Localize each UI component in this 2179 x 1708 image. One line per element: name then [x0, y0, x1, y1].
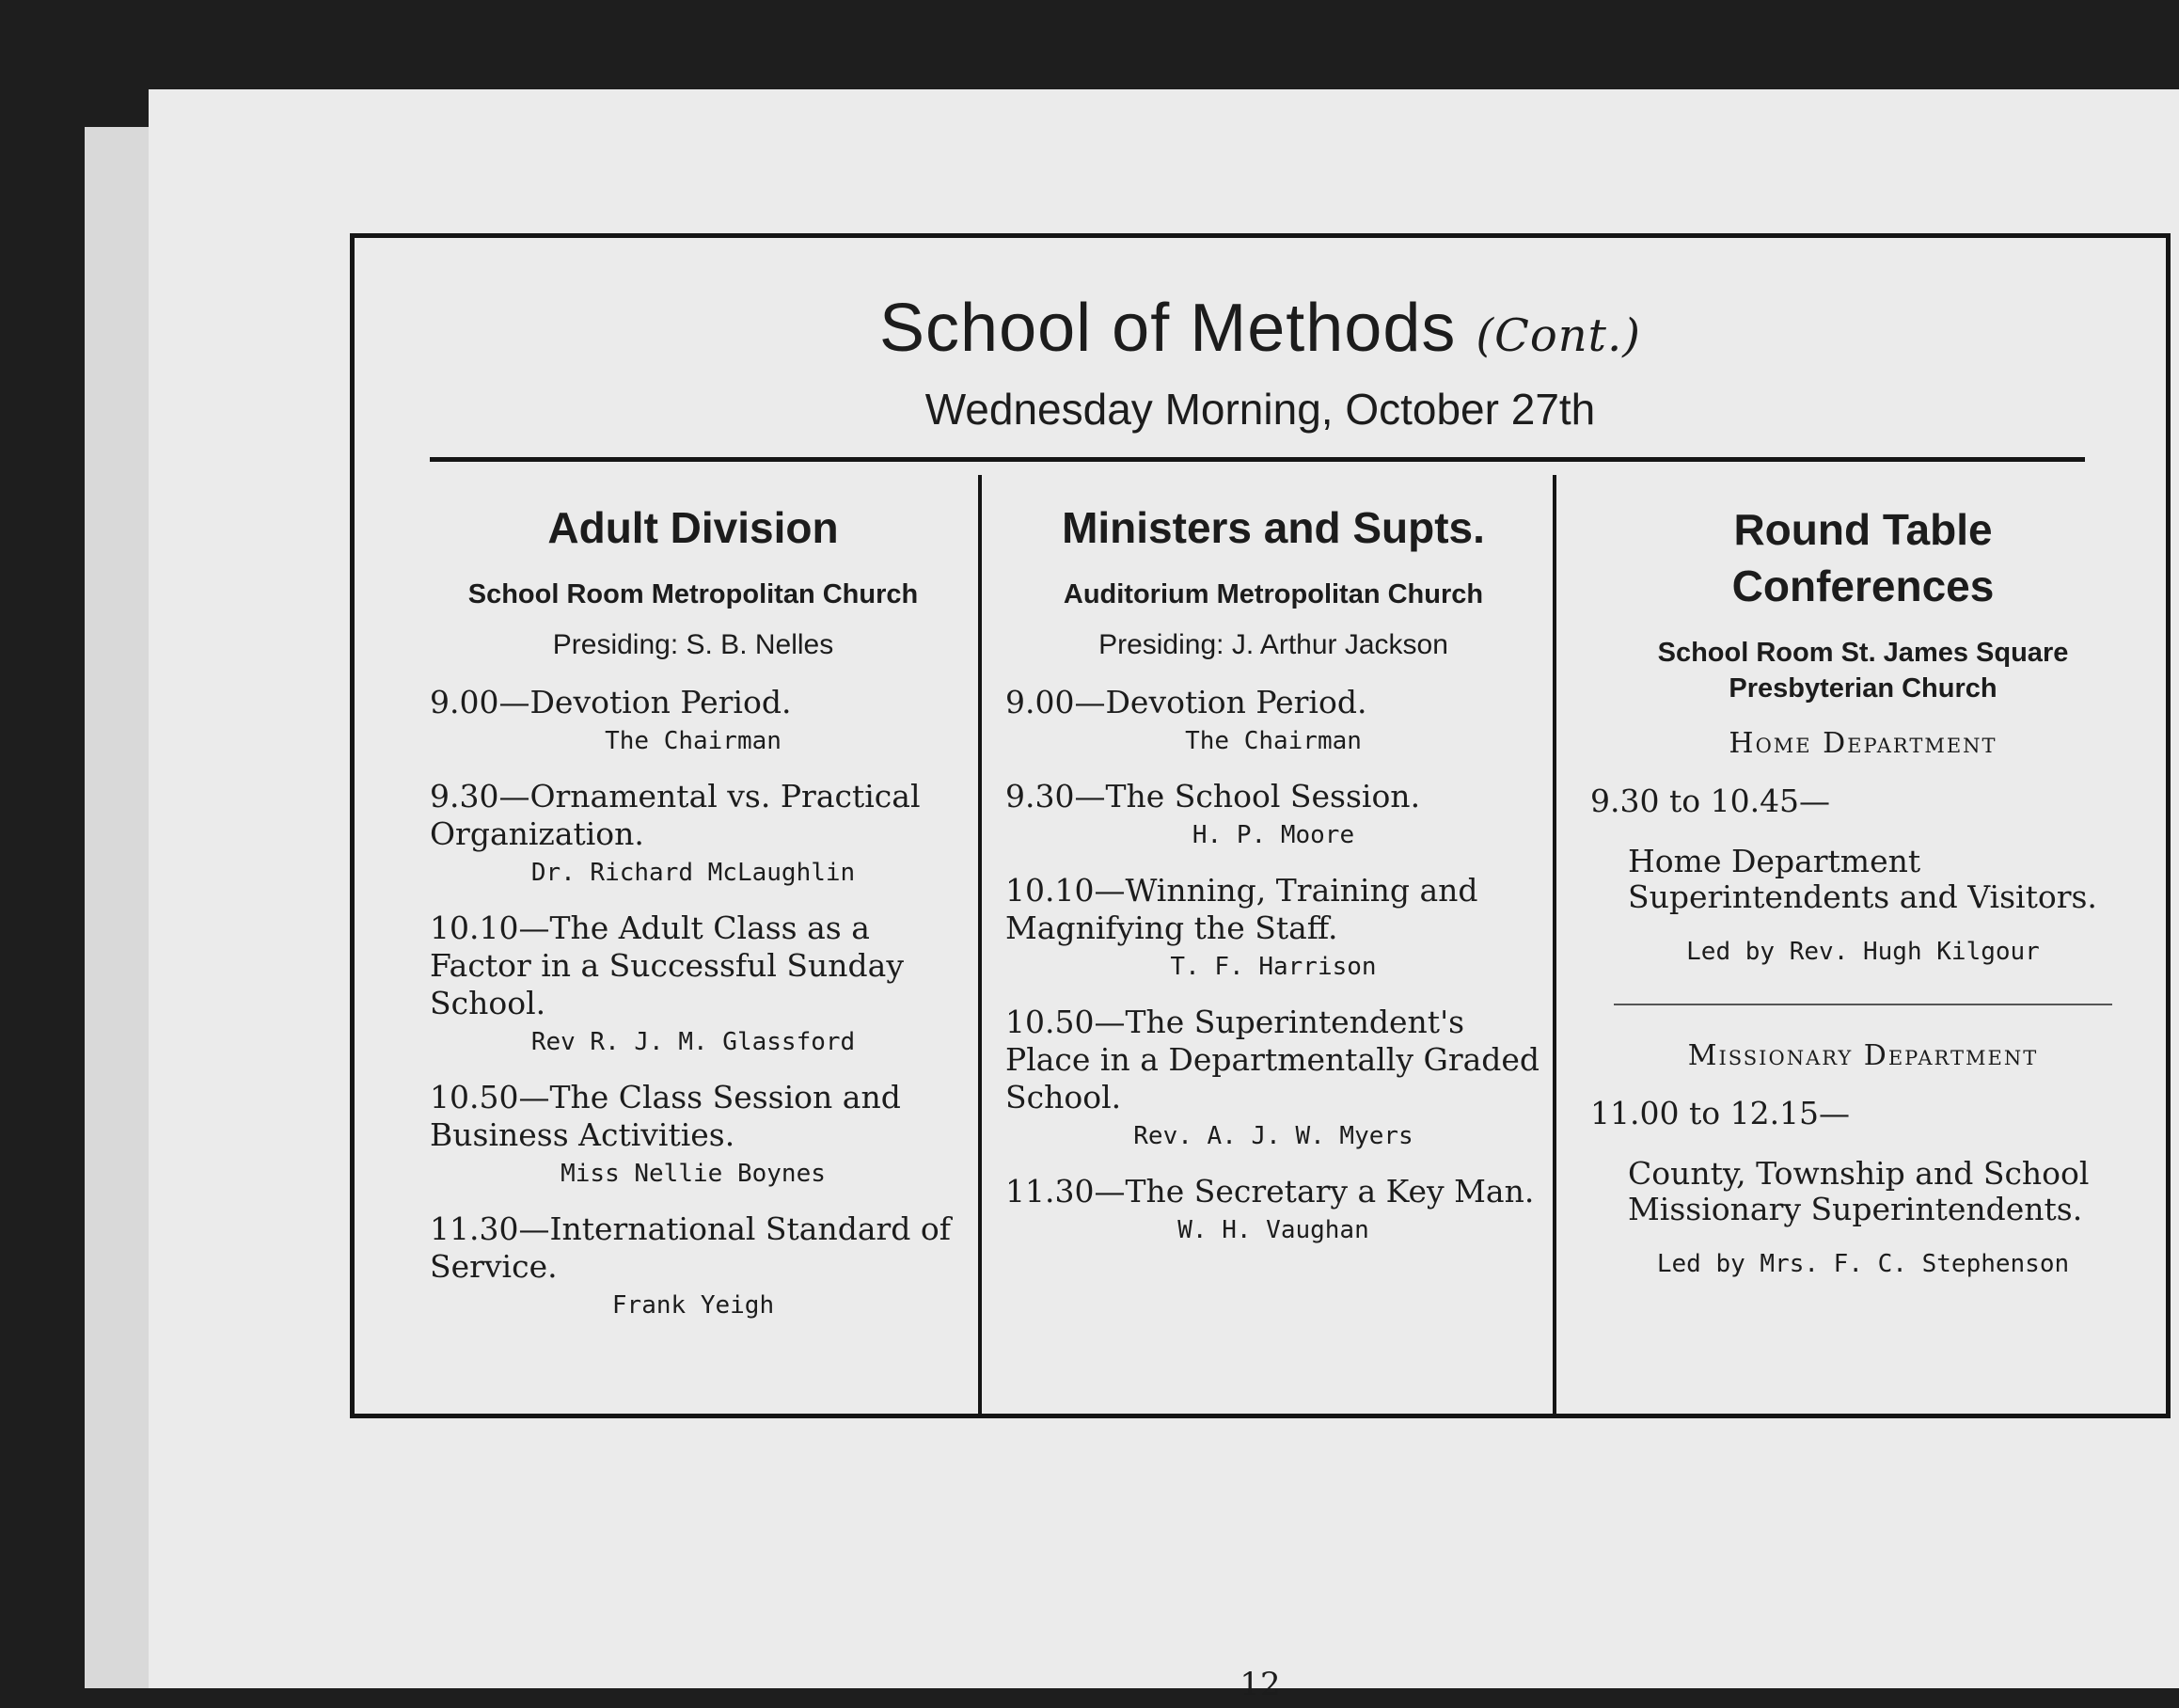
- column-location: Auditorium Metropolitan Church: [1063, 579, 1484, 609]
- program-frame: [350, 233, 2171, 1703]
- column-title: [1571, 501, 2155, 614]
- page-number: 12: [1240, 1666, 1281, 1703]
- page-subtitle: Wednesday Morning, October 27th: [924, 385, 1596, 434]
- title-cont: (Cont.): [1476, 309, 1641, 362]
- column-location-line1: School Room St. James Square: [1657, 638, 2069, 668]
- department-heading: Home Department: [1729, 727, 1997, 760]
- item-speaker: Frank Yeigh: [611, 1291, 775, 1320]
- item-speaker: T. F. Harrison: [1170, 953, 1377, 981]
- item-title: 10.50—The Class Session and Business Activities.: [430, 1079, 901, 1153]
- column-adult-division: [411, 481, 975, 1395]
- column-round-table: [1571, 481, 2155, 1395]
- section-leader: Led by Mrs. F. C. Stephenson: [1656, 1250, 2070, 1278]
- title-text: School of Methods: [879, 291, 1457, 366]
- column-divider-1: [978, 475, 982, 1414]
- item-title: 9.30—Ornamental vs. Practical Organization.: [430, 778, 921, 852]
- column-title-line2: Conferences: [1731, 561, 1995, 610]
- item-title: 9.30—The School Session.: [1005, 778, 1421, 814]
- list-item: [987, 778, 1560, 849]
- section-description: Home Department Superintendents and Visitors.: [1628, 843, 2097, 915]
- section-time: 11.00 to 12.15—: [1590, 1095, 1851, 1131]
- list-item: [411, 1210, 975, 1320]
- section-description: County, Township and School Missionary Superintendents.: [1628, 1155, 2090, 1227]
- item-speaker: Miss Nellie Boynes: [561, 1160, 826, 1188]
- item-title: 11.30—International Standard of Service.: [430, 1210, 951, 1285]
- list-item: [987, 684, 1560, 755]
- missionary-department-section: [1571, 1039, 2155, 1278]
- item-speaker: The Chairman: [1185, 727, 1362, 755]
- column-ministers-supts: [987, 481, 1560, 1395]
- item-title: 10.10—Winning, Training and Magnifying the Staff.: [1005, 872, 1478, 946]
- item-title: 9.00—Devotion Period.: [1005, 684, 1367, 720]
- section-time: 9.30 to 10.45—: [1590, 783, 1831, 819]
- item-speaker: Rev R. J. M. Glassford: [530, 1028, 856, 1056]
- page-title: [355, 290, 2166, 367]
- list-item: [987, 872, 1560, 981]
- list-item: [411, 909, 975, 1056]
- item-title: 11.30—The Secretary a Key Man.: [1005, 1173, 1535, 1210]
- list-item: [411, 1079, 975, 1188]
- column-title: Adult Division: [547, 503, 839, 552]
- item-speaker: W. H. Vaughan: [1177, 1216, 1369, 1244]
- item-title: 9.00—Devotion Period.: [430, 684, 792, 720]
- column-title-line1: Round Table: [1733, 505, 1993, 554]
- list-item: [987, 1004, 1560, 1150]
- home-department-section: [1571, 727, 2155, 966]
- item-title: 10.10—The Adult Class as a Factor in a Successful Sunday School.: [430, 909, 904, 1021]
- page-heading: [355, 290, 2166, 435]
- item-title: 10.50—The Superintendent's Place in a Departmentally Graded School.: [1005, 1004, 1540, 1115]
- list-item: [411, 684, 975, 755]
- column-location: School Room Metropolitan Church: [467, 579, 919, 609]
- department-heading: Missionary Department: [1687, 1039, 2039, 1072]
- column-presiding: Presiding: S. B. Nelles: [552, 629, 834, 660]
- section-leader: Led by Rev. Hugh Kilgour: [1686, 938, 2040, 966]
- list-item: [987, 1173, 1560, 1244]
- list-item: [411, 778, 975, 887]
- item-speaker: Dr. Richard McLaughlin: [530, 859, 856, 887]
- column-location-line2: Presbyterian Church: [1729, 673, 1997, 704]
- item-speaker: Rev. A. J. W. Myers: [1133, 1122, 1413, 1150]
- item-speaker: H. P. Moore: [1192, 821, 1355, 849]
- column-presiding: Presiding: J. Arthur Jackson: [1098, 629, 1448, 660]
- column-location: [1571, 635, 2155, 706]
- heading-rule: [430, 457, 2085, 462]
- item-speaker: The Chairman: [605, 727, 782, 755]
- section-divider: [1614, 1004, 2112, 1005]
- column-title: Ministers and Supts.: [1062, 503, 1485, 552]
